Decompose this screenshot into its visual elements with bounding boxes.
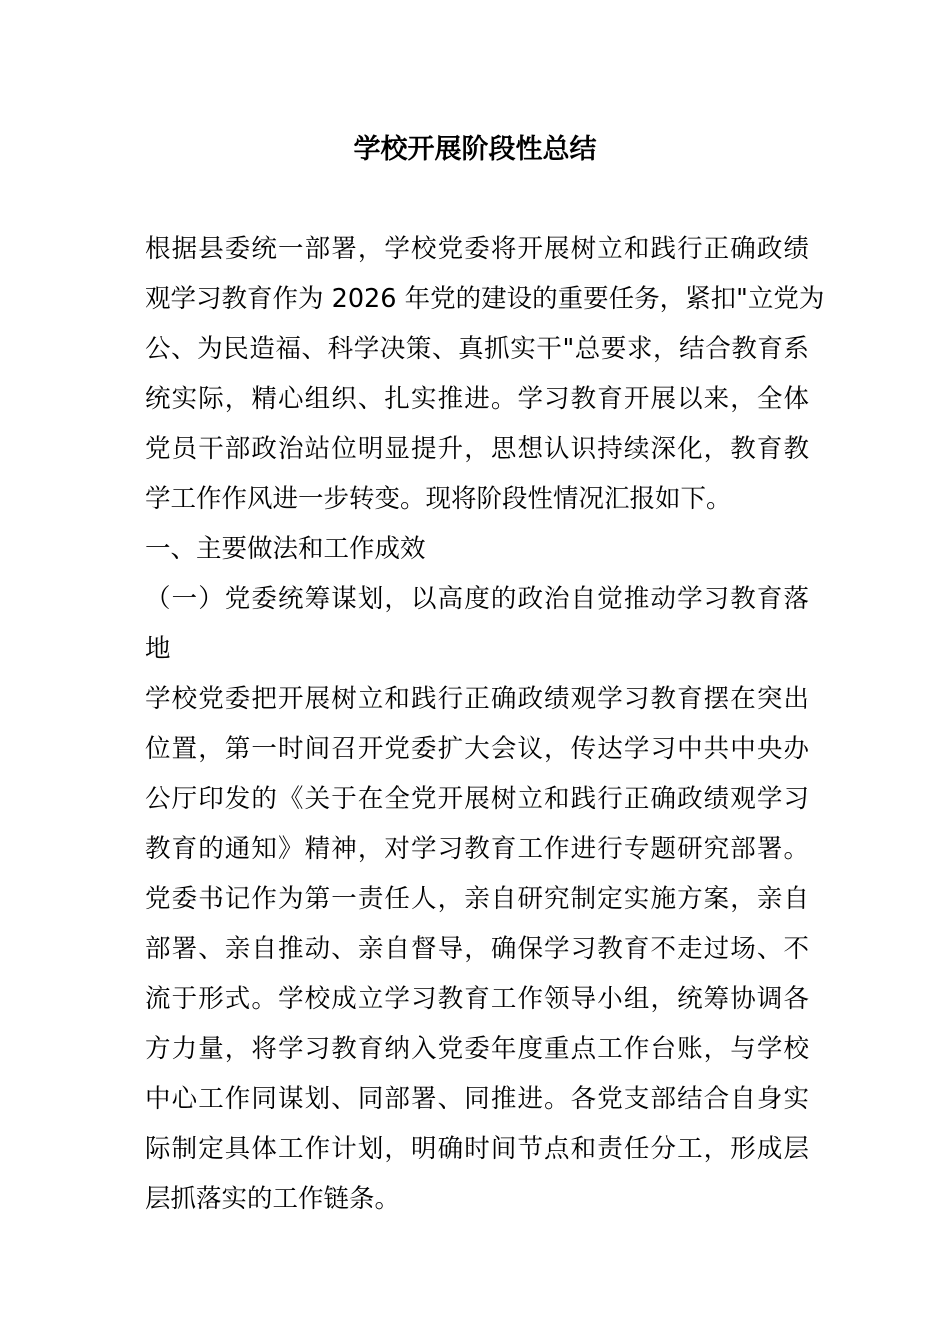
body-line: 观学习教育作为 2026 年党的建设的重要任务，紧扣"立党为 xyxy=(145,284,825,314)
body-line: 根据县委统一部署，学校党委将开展树立和践行正确政绩 xyxy=(145,234,809,264)
body-line: 教育的通知》精神，对学习教育工作进行专题研究部署。 xyxy=(145,834,809,864)
body-line: 流于形式。学校成立学习教育工作领导小组，统筹协调各 xyxy=(145,984,809,1014)
body-line: 部署、亲自推动、亲自督导，确保学习教育不走过场、不 xyxy=(145,934,809,964)
body-line: 统实际，精心组织、扎实推进。学习教育开展以来，全体 xyxy=(145,384,809,414)
body-line: 中心工作同谋划、同部署、同推进。各党支部结合自身实 xyxy=(145,1084,809,1114)
body-line: 方力量，将学习教育纳入党委年度重点工作台账，与学校 xyxy=(145,1034,809,1064)
subsection-heading: （一）党委统筹谋划，以高度的政治自觉推动学习教育落 xyxy=(145,584,809,614)
body-line: 党委书记作为第一责任人，亲自研究制定实施方案，亲自 xyxy=(145,884,809,914)
body-line: 学工作作风进一步转变。现将阶段性情况汇报如下。 xyxy=(145,484,732,514)
section-heading: 一、主要做法和工作成效 xyxy=(145,534,426,564)
body-line: 学校党委把开展树立和践行正确政绩观学习教育摆在突出 xyxy=(145,684,809,714)
body-line: 际制定具体工作计划，明确时间节点和责任分工，形成层 xyxy=(145,1134,809,1164)
subsection-heading-continued: 地 xyxy=(145,634,171,664)
body-line: 党员干部政治站位明显提升，思想认识持续深化，教育教 xyxy=(145,434,809,464)
document-body xyxy=(145,224,825,1224)
body-line: 位置，第一时间召开党委扩大会议，传达学习中共中央办 xyxy=(145,734,809,764)
body-line: 层抓落实的工作链条。 xyxy=(145,1184,401,1214)
body-line: 公厅印发的《关于在全党开展树立和践行正确政绩观学习 xyxy=(145,784,809,814)
body-line: 公、为民造福、科学决策、真抓实干"总要求，结合教育系 xyxy=(145,334,809,364)
document-title: 学校开展阶段性总结 xyxy=(353,134,597,165)
